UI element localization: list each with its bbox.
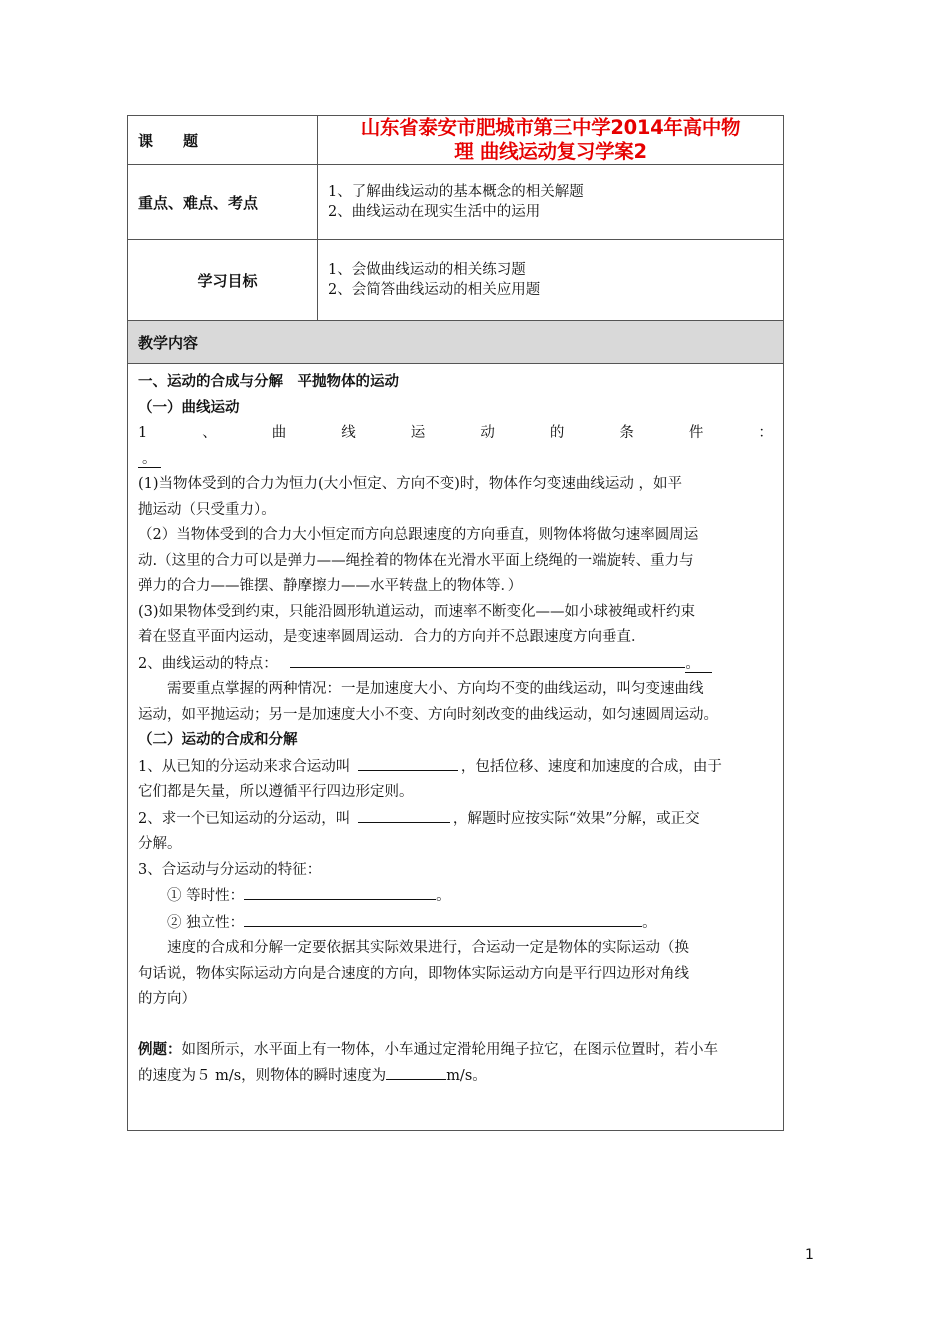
paragraph: 速度的合成和分解一定要依据其实际效果进行，合运动一定是物体的实际运动（换 bbox=[167, 940, 689, 956]
paragraph: 句话说，物体实际运动方向是合速度的方向，即物体实际运动方向是平行四边形对角线 bbox=[138, 965, 689, 982]
condition-blank-line bbox=[138, 447, 773, 473]
independence-end-mark: 。 bbox=[642, 914, 657, 931]
decomposition-text-end: ，解题时应按实际“效果”分解，或正交 bbox=[452, 810, 700, 827]
decomposition-line bbox=[138, 806, 773, 833]
paragraph: 弹力的合力——锥摆、静摩擦力——水平转盘上的物体等．） bbox=[138, 578, 523, 594]
paragraph: （2）当物体受到的合力大小恒定而方向总跟速度的方向垂直，则物体将做匀速率圆周运 bbox=[138, 527, 699, 543]
synthesis-text-end: ，包括位移、速度和加速度的合成，由于 bbox=[460, 758, 722, 775]
paragraph: 需要重点掌握的两种情况：一是加速度大小、方向均不变的曲线运动，叫匀变速曲线 bbox=[167, 681, 704, 697]
paragraph: (3)如果物体受到约束，只能沿圆形轨道运动，而速率不断变化——如小球被绳或杆约束 bbox=[138, 603, 696, 620]
title-line-1: 山东省泰安市肥城市第三中学2014年高中物 bbox=[360, 116, 741, 139]
independence-label: ② 独立性： bbox=[167, 914, 245, 931]
synthesis-text: 1、从已知的分运动来求合运动叫 bbox=[138, 758, 351, 775]
synthesis-line bbox=[138, 754, 773, 781]
document-title bbox=[318, 116, 784, 165]
example-line bbox=[138, 1038, 773, 1064]
lesson-table bbox=[127, 115, 784, 1131]
condition-char: 条 bbox=[619, 425, 634, 441]
topic-row bbox=[128, 116, 784, 165]
topic-label: 课 题 bbox=[128, 116, 318, 165]
title-line-2: 理 曲线运动复习学案2 bbox=[454, 140, 647, 163]
isochronism-line bbox=[138, 883, 773, 910]
paragraph: 抛运动（只受重力）。 bbox=[138, 501, 276, 518]
condition-char: 线 bbox=[341, 425, 356, 441]
keypoint-item: 2、曲线运动在现实生活中的运用 bbox=[328, 204, 541, 220]
synthesis-answer-blank[interactable] bbox=[358, 754, 458, 771]
example-unit: m/s。 bbox=[446, 1068, 487, 1084]
condition-char: 曲 bbox=[271, 425, 287, 441]
isochronism-label: ① 等时性： bbox=[167, 888, 245, 904]
condition-line bbox=[138, 421, 773, 447]
example-text: 如图所示，水平面上有一物体，小车通过定滑轮用绳子拉它，在图示位置时，若小车 bbox=[181, 1041, 718, 1058]
paragraph: 分解。 bbox=[138, 836, 182, 852]
isochronism-answer-blank[interactable] bbox=[244, 883, 436, 900]
content-header-row bbox=[128, 321, 784, 364]
feature-answer-blank[interactable] bbox=[290, 651, 685, 668]
goals-label: 学习目标 bbox=[128, 240, 318, 321]
goal-item: 1、会做曲线运动的相关练习题 bbox=[328, 262, 526, 278]
keypoints-label: 重点、难点、考点 bbox=[128, 165, 318, 240]
paragraph: 3、合运动与分运动的特征： bbox=[138, 861, 322, 878]
decomposition-answer-blank[interactable] bbox=[358, 806, 450, 823]
condition-char: 的 bbox=[549, 425, 565, 441]
condition-char: 动 bbox=[480, 425, 495, 441]
decomposition-text: 2、求一个已知运动的分运动，叫 bbox=[138, 810, 351, 827]
keypoint-item: 1、了解曲线运动的基本概念的相关解题 bbox=[328, 184, 584, 200]
isochronism-end-mark: 。 bbox=[436, 888, 451, 904]
feature-label: 2、曲线运动的特点： bbox=[138, 655, 278, 672]
condition-char: 1 bbox=[138, 425, 148, 441]
example-text: 的速度为５ m/s，则物体的瞬时速度为 bbox=[138, 1068, 387, 1084]
example-answer-blank[interactable] bbox=[386, 1063, 446, 1080]
feature-line bbox=[138, 651, 773, 678]
condition-answer-blank: 。 bbox=[138, 451, 161, 468]
independence-line bbox=[138, 910, 773, 937]
condition-char: ： bbox=[758, 425, 773, 441]
goals-row bbox=[128, 240, 784, 321]
paragraph: 着在竖直平面内运动，是变速率圆周运动．合力的方向并不总跟速度方向垂直． bbox=[138, 629, 646, 645]
content-label: 教学内容 bbox=[128, 321, 784, 364]
goal-item: 2、会简答曲线运动的相关应用题 bbox=[328, 282, 541, 298]
goals-list bbox=[318, 240, 784, 321]
condition-char: 件 bbox=[688, 425, 704, 441]
page-number: 1 bbox=[805, 1247, 814, 1263]
section-heading: 一、运动的合成与分解 平抛物体的运动 bbox=[138, 374, 399, 390]
condition-char: 、 bbox=[202, 425, 217, 441]
feature-end-mark: 。 bbox=[685, 656, 712, 673]
content-row bbox=[128, 364, 784, 1131]
paragraph: 动.（这里的合力可以是弹力——绳拴着的物体在光滑水平面上绕绳的一端旋转、重力与 bbox=[138, 552, 694, 569]
content-body bbox=[128, 364, 784, 1131]
paragraph: 它们都是矢量，所以遵循平行四边形定则。 bbox=[138, 784, 414, 800]
paragraph: (1)当物体受到的合力为恒力(大小恒定、方向不变)时，物体作匀变速曲线运动 ，如平 bbox=[138, 476, 682, 492]
keypoints-list bbox=[318, 165, 784, 240]
example-line-2 bbox=[138, 1063, 773, 1090]
paragraph: 运动，如平抛运动；另一是加速度大小不变、方向时刻改变的曲线运动，如匀速圆周运动。 bbox=[138, 706, 718, 723]
example-label: 例题： bbox=[138, 1041, 182, 1058]
subsection-heading: （二）运动的合成和分解 bbox=[138, 732, 298, 748]
subsection-heading: （一）曲线运动 bbox=[138, 399, 240, 416]
condition-char: 运 bbox=[410, 425, 426, 441]
keypoints-row bbox=[128, 165, 784, 240]
paragraph: 的方向） bbox=[138, 991, 196, 1007]
independence-answer-blank[interactable] bbox=[244, 910, 642, 927]
